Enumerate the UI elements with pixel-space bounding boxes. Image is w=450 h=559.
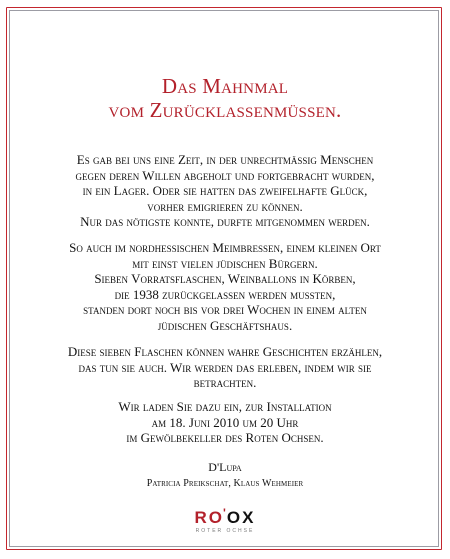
text-line: im Gewölbekeller des Roten Ochsen. bbox=[126, 430, 324, 445]
text-line: das tun sie auch. Wir werden das erleben, indem wir sie bbox=[78, 359, 372, 375]
logo-text-2: OX bbox=[226, 508, 256, 527]
paragraph-3 bbox=[20, 344, 430, 391]
signature-people: Patricia Preikschat, Klaus Wehmeier bbox=[146, 478, 304, 489]
text-line: gegen deren Willen abgeholt und fortgebracht wurden, bbox=[75, 167, 375, 183]
text-line: Wir laden Sie dazu ein, zur Installation bbox=[118, 399, 332, 414]
text-line: Nur das nötigste konnte, durfte mitgenommen werden. bbox=[80, 214, 370, 229]
paragraph-4 bbox=[20, 399, 430, 446]
title-line-2: vom Zurücklassenmüssen. bbox=[108, 98, 342, 122]
rotox-logo bbox=[0, 508, 450, 528]
text-line: vorher emigrieren zu können. bbox=[147, 198, 303, 214]
text-line: die 1938 zurückgelassen werden mussten, bbox=[114, 286, 336, 302]
text-line: Diese sieben Flaschen können wahre Geschichten erzählen, bbox=[67, 344, 383, 359]
logo-tick: ' bbox=[223, 506, 228, 520]
text-line: Sieben Vorratsflaschen, Weinballons in Körben, bbox=[94, 271, 356, 286]
page-title bbox=[0, 74, 450, 122]
text-line: So auch im nordhessischen Meimbressen, einem kleinen Ort bbox=[69, 240, 381, 255]
text-line: in ein Lager. Oder sie hatten das zweifelhafte Glück, bbox=[82, 183, 368, 198]
text-line: jüdischen Geschäftshaus. bbox=[157, 317, 293, 333]
text-line: standen dort noch bis vor drei Wochen in einem alten bbox=[83, 302, 367, 317]
logo-tagline: ROTER OCHSE bbox=[195, 528, 255, 534]
title-line-1: Das Mahnmal bbox=[161, 74, 289, 98]
logo-text-1: RO bbox=[194, 508, 225, 527]
paragraph-2 bbox=[20, 240, 430, 333]
text-line: Es gab bei uns eine Zeit, in der unrechtmässig Menschen bbox=[76, 152, 374, 167]
text-line: mit einst vielen jüdischen Bürgern. bbox=[132, 255, 318, 271]
text-line: am 18. Juni 2010 um 20 Uhr bbox=[151, 414, 299, 430]
paragraph-1 bbox=[20, 152, 430, 230]
signature-name: D'Lupa bbox=[208, 460, 242, 474]
text-line: betrachten. bbox=[193, 375, 257, 390]
